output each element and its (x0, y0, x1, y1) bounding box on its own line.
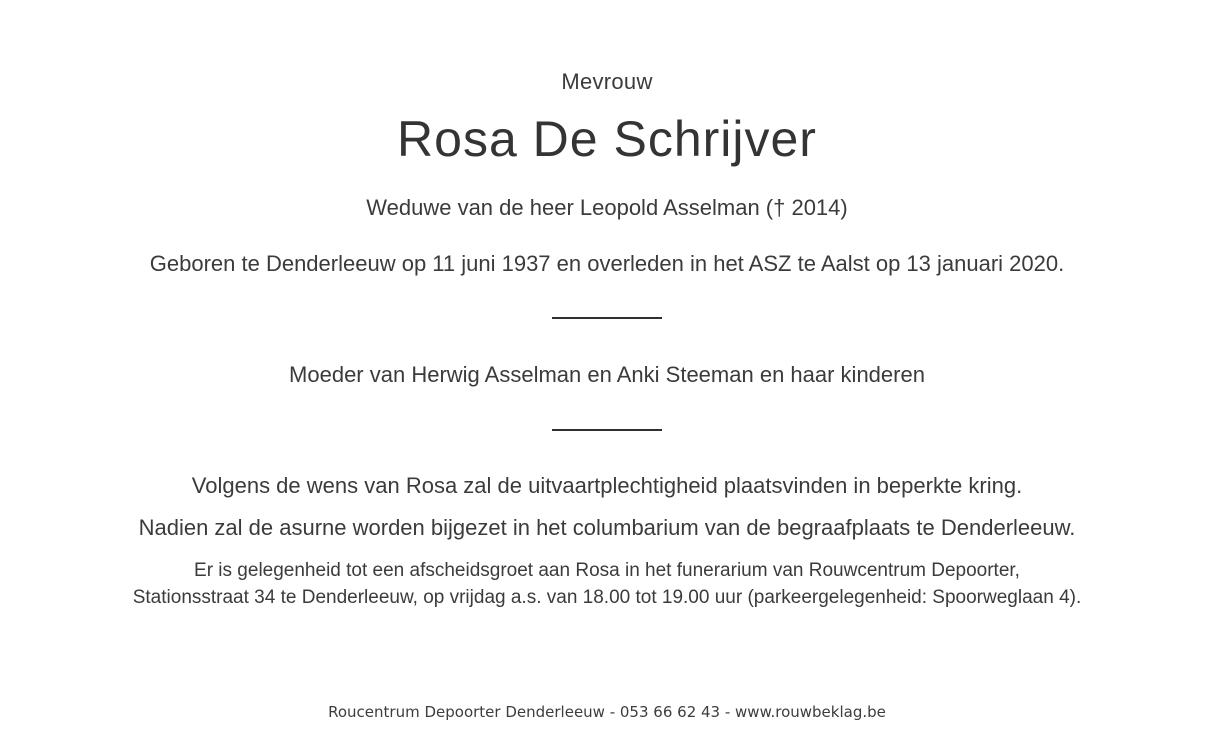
relation-line: Weduwe van de heer Leopold Asselman († 2014) (366, 195, 848, 220)
funeral-home-footer: Roucentrum Depoorter Denderleeuw - 053 66 62 43 - www.rouwbeklag.be (328, 703, 886, 721)
visitation-line-1: Er is gelegenheid tot een afscheidsgroet aan Rosa in het funerarium van Rouwcentrum Depoorter, (194, 560, 1020, 581)
salutation: Mevrouw (561, 69, 653, 94)
section-divider (552, 317, 662, 319)
section-divider (552, 429, 662, 431)
deceased-name: Rosa De Schrijver (397, 111, 817, 167)
life-dates-line: Geboren te Denderleeuw op 11 juni 1937 en overleden in het ASZ te Aalst op 13 januari 2020. (149, 251, 1065, 276)
visitation-line-2: Stationsstraat 34 te Denderleeuw, op vrijdag a.s. van 18.00 tot 19.00 uur (parkeergelegenheid: Spoorweglaan 4). (132, 587, 1082, 608)
ceremony-line-1: Volgens de wens van Rosa zal de uitvaartplechtigheid plaatsvinden in beperkte kring. (191, 473, 1023, 498)
ceremony-line-2: Nadien zal de asurne worden bijgezet in het columbarium van de begraafplaats te Denderleeuw. (138, 515, 1076, 540)
family-line: Moeder van Herwig Asselman en Anki Steeman en haar kinderen (289, 362, 925, 387)
